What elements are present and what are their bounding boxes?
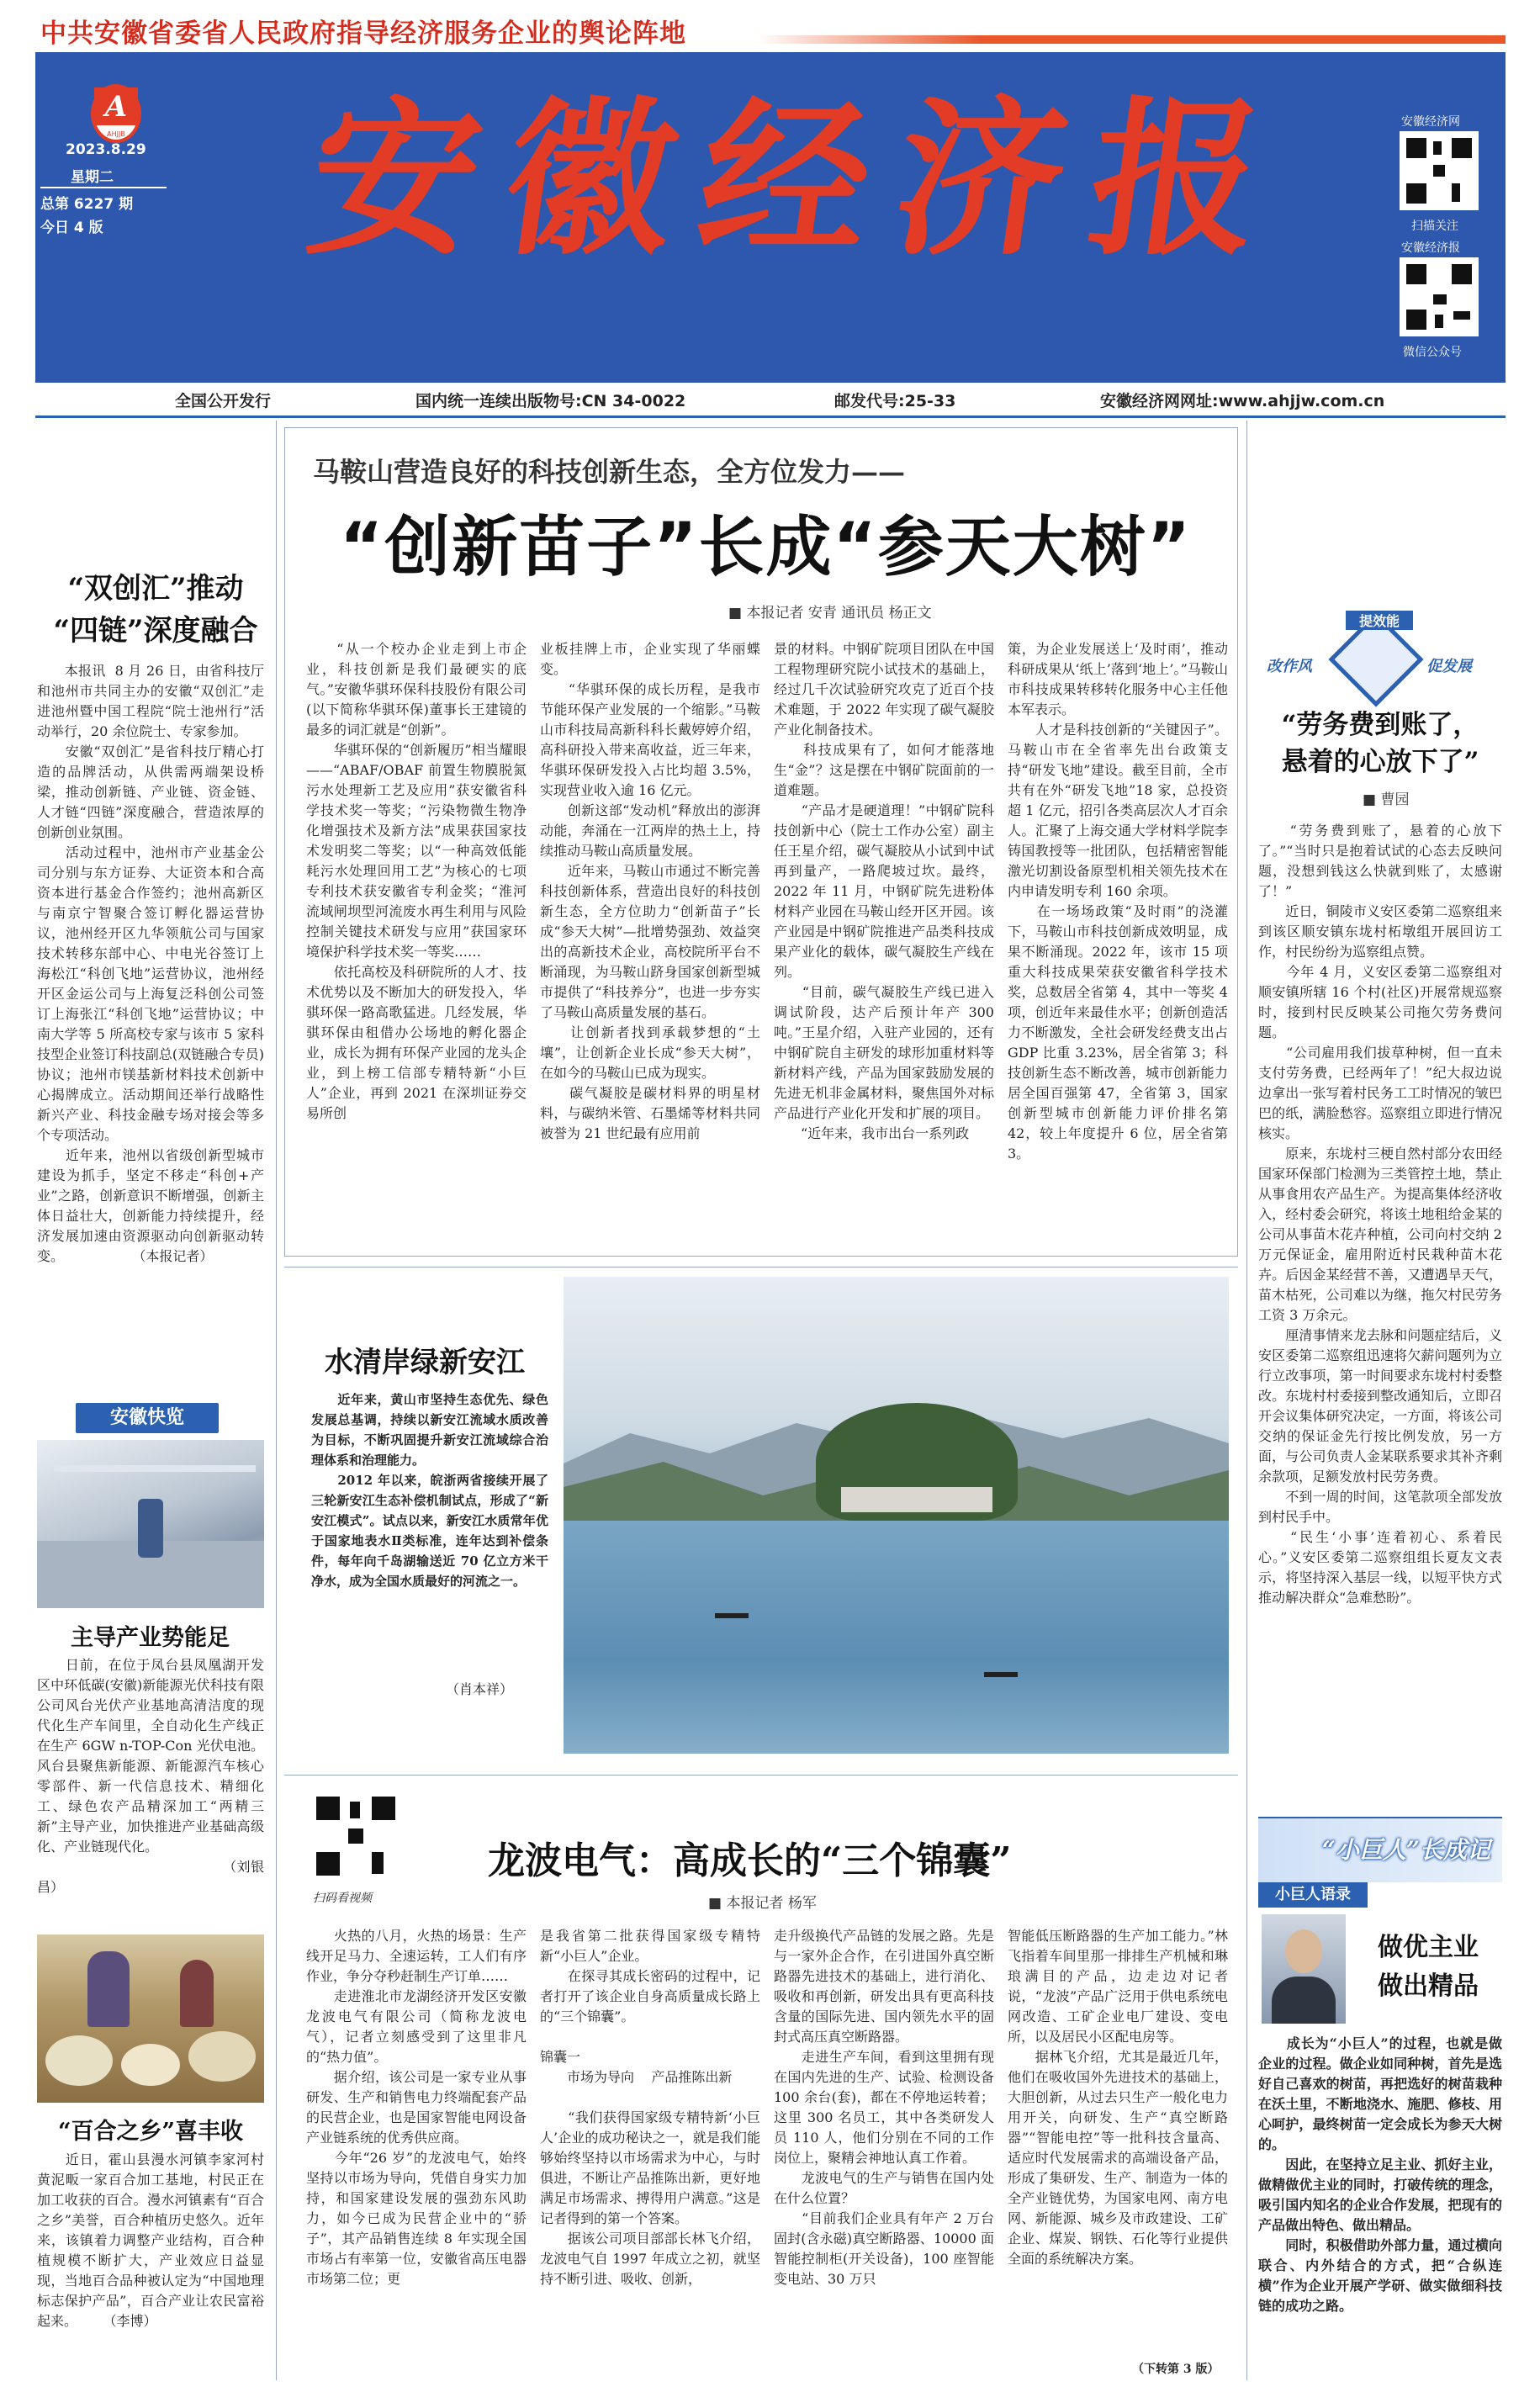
badge-top: 提效能	[1346, 611, 1413, 630]
qr2-title: 安徽经济报	[1401, 241, 1460, 255]
lead-col-1: “从一个校办企业走到上市企业，科技创新是我们最硬实的底气。”安徽华骐环保科技股份有限公司(以下简称华骐环保)董事长王建镜的最多的词汇就是“创新”。 华骐环保的“创新履历”相当耀眼——“ABAF/OBAF 前置生物膜脱氮污水处理新工艺及应用”获安徽省科学技术奖一等奖；“污染物微生物净化增强技术及新方法”成果获国家技术发明奖二等奖；以“一种高效低能耗污水处理回用工艺”为核心的七项专利技术获安徽省专利金奖；“淮河流域闸坝型河流废水再生利用与风险控制关键技术研发与应用”获国家环境保护科学技术奖一等奖…… 依托高校及科研院所的人才、技术优势以及不断加大的研发投入，华骐环保一路高歌猛进。几经发展，华骐环保由租借办公场地的孵化器企业，成长为拥有环保产业园的龙头企业，到上榜工信部专精特新“小巨人”企业，再到 2021 在深圳证券交易所创	[306, 641, 527, 1121]
slogan: 中共安徽省委省人民政府指导经济服务企业的舆论阵地	[40, 19, 686, 49]
distribution: 全国公开发行	[175, 392, 272, 410]
badge-graphic	[1258, 611, 1502, 695]
cn-number: 国内统一连续出版物号:CN 34-0022	[415, 392, 686, 410]
news1-title: 主导产业势能足	[71, 1625, 230, 1651]
qr2-caption: 微信公众号	[1403, 346, 1462, 359]
photo-xinanjiang	[564, 1277, 1229, 1754]
slogan-red-rule	[757, 35, 1506, 44]
info-rule	[35, 415, 1506, 418]
issue-number: 总第 6227 期	[40, 196, 134, 213]
bottom-col-4: 智能低压断路器的生产加工能力。”林飞指着车间里那一排排生产机械和琳琅满目的产品，边走边对记者说，“龙波”产品广泛用于供电系统电网改造、工矿企业电厂建设、变电所，以及居民小区配电房等。 据林飞介绍，尤其是最近几年，他们在吸收国外先进技术的基础上，大胆创新，从过去只生产一般化电力用开关，向研发、生产“真空断路器”“智能电控”等一批科技含量高、适应时代发展需求的高端设备产品，形成了集研发、生产、制造为一体的全产业链优势，为国家电网、南方电网、新能源、城乡及市政建设、工矿企业、煤炭、钢铁、石化等行业提供全面的系统解决方案。	[1008, 1928, 1228, 2267]
right-col-rule	[1246, 421, 1247, 2380]
right-headline-2: 悬着的心放下了”	[1281, 747, 1479, 777]
left-article-body: 本报讯 8 月 26 日，由省科技厅和池州市共同主办的安徽“双创汇”走进池州暨中国工程院“院士池州行”活动举行，20 余位院士、专家参加。 安徽“双创汇”是省科技厅精心打造的品牌活动，从供需两端架设桥梁，推动创新链、产业链、资金链、人才链“四链”深度融合，营造浓厚的创新创业氛围。 活动过程中，池州市产业基金公司分别与东方证券、大证资本和合高资本进行基金合作签约；池州高新区与南京宁智聚合签订孵化器运营协议，池州经开区九华领航公司与国家技术转移东部中心、中电光谷签订上海松江“科创飞地”运营协议，池州经开区金运公司与上海复泛科创公司签订上海张江“科创飞地”运营协议；中南大学等 5 所高校专家与该市 5 家科技型企业签订科技副总(双链融合专员)协议；池州市镁基新材料技术创新中心揭牌成立。活动期间还举行战略性新兴产业、科技金融专场对接会等多个专项活动。 近年来，池州以省级创新型城市建设为抓手，坚定不移走“科创+产业”之路，创新意识不断增强，创新主体日益壮大，创新能力持续提升，经济发展加速由资源驱动向创新驱动转变。 （本报记者）	[37, 663, 264, 1264]
bottom-col-3: 走升级换代产品链的发展之路。先是与一家外企合作，在引进国外真空断路器先进技术的基础上，进行消化、吸收和再创新，研发出具有更高科技含量的国际先进、国内领先水平的固封式高压真空断路器。 走进生产车间，看到这里拥有现在国内先进的生产、试验、检测设备 100 余台(套)，都在不停地运转着；这里 300 名员工，其中各类研发人员 110 人，他们分别在不同的工作岗位上，聚精会神地认真工作着。 龙波电气的生产与销售在国内处在什么位置？ “目前我们企业具有年产 2 万台固封(含永磁)真空断路器、10000 面智能控制柜(开关设备)，100 座智能变电站、30 万只	[774, 1928, 994, 2287]
left-headline-2: “四链”深度融合	[53, 614, 258, 648]
logo-text: AHJJB	[107, 130, 125, 138]
photo-solar-factory	[37, 1440, 264, 1608]
news2-body: 近日，霍山县漫水河镇李家河村黄泥畈一家百合加工基地，村民正在加工收获的百合。漫水河镇素有“百合之乡”美誉，百合种植历史悠久。近年来，该镇着力调整产业结构，百合种植规模不断扩大，产业效应日益显现，当地百合品种被认定为“中国地理标志保护产品”，百合产业让农民富裕起来。 （李博）	[37, 2151, 264, 2329]
lead-kicker: 马鞍山营造良好的科技创新生态，全方位发力——	[313, 456, 906, 488]
issue-pages: 今日 4 版	[40, 220, 103, 236]
news1-body: 日前，在位于凤台县凤凰湖开发区中环低碳(安徽)新能源光伏科技有限公司风台光伏产业基地高清洁度的现代化生产车间里，全自动化生产线正在生产 6GW n-TOP-Con 光伏电池。风台县聚焦新能源、新能源汽车核心零部件、新一代信息技术、精细化工、绿色农产品精深加工“两精三新”主导产业，加快推进产业基础高级化、产业链现代化。 （刘银昌）	[37, 1657, 264, 1895]
feature-title: 水清岸绿新安江	[325, 1346, 525, 1379]
continued-note[interactable]: （下转第 3 版）	[1132, 2363, 1220, 2376]
issue-weekday: 星期二	[71, 169, 114, 186]
little-giant-quote-tag: 小巨人语录	[1258, 1882, 1368, 1908]
lead-col-3: 景的材料。中钢矿院项目团队在中国工程物理研究院小试技术的基础上，经过几千次试验研究攻克了近百个技术难题，于 2022 年实现了碳气凝胶产业化制备技术。 科技成果有了，如何才能落地生“金”？这是摆在中钢矿院面前的一道难题。 “产品才是硬道理！”中钢矿院科技创新中心（院士工作办公室）副主任王星介绍，碳气凝胶从小试到中试再到量产，一路爬坡过坎。最终，2022 年 11 月，中钢矿院先进粉体材料产业园在马鞍山经开区开园。该产业园是中钢矿院推进产品类科技成果产业化的载体，碳气凝胶生产线在列。 “目前，碳气凝胶生产线已进入调试阶段，达产后预计年产 300 吨。”王星介绍，入驻产业园的，还有中钢矿院自主研发的球形加重材料等新材料产线，产品为国家鼓励发展的先进无机非金属材料，聚焦国外对标产品进行产业化开发和扩展的项目。 “近年来，我市出台一系列政	[774, 641, 994, 1141]
right-headline-1: “劳务费到账了，	[1281, 710, 1479, 740]
little-giant-title: “小巨人”长成记	[1321, 1836, 1490, 1864]
logo-icon: A AHJJB	[91, 84, 141, 143]
lead-byline: ■ 本报记者 安青 通讯员 杨正文	[728, 605, 932, 622]
portrait-photo	[1262, 1914, 1346, 2024]
website: 安徽经济网网址:www.ahjjw.com.cn	[1100, 392, 1385, 410]
bottom-headline: 龙波电气：高成长的“三个锦囊”	[488, 1839, 1012, 1882]
postal-code: 邮发代号:25-33	[834, 392, 956, 410]
qr-code-wechat[interactable]	[1400, 257, 1479, 336]
left-headline-1: “双创汇”推动	[67, 572, 244, 606]
lead-col-2: 业板挂牌上市，企业实现了华丽蝶变。 “华骐环保的成长历程，是我市节能环保产业发展的一个缩影。”马鞍山市科技局高新科科长戴婷婷介绍，高科研投入带来高收益，近三年来，华骐环保研发投入占比均超 3.5%，实现营业收入逾 16 亿元。 创新这部“发动机”释放出的澎湃动能，奔涌在一江两岸的热土上，持续推动马鞍山高质量发展。 近年来，马鞍山市通过不断完善科技创新体系，营造出良好的科技创新生态，全方位助力“创新苗子”长成“参天大树”—批增势强劲、效益突出的高新技术企业，高校院所平台不断涌现，为马鞍山跻身国家创新型城市提供了“科技养分”，也进一步夯实了马鞍山高质量发展的基石。 让创新者找到承载梦想的“土壤”，让创新企业长成“参天大树”，在如今的马鞍山已成为现实。 碳气凝胶是碳材料界的明星材料，与碳纳米管、石墨烯等材料共同被誉为 21 世纪最有应用前	[540, 641, 760, 1141]
lead-col-4: 策，为企业发展送上‘及时雨’，推动科研成果从‘纸上’落到‘地上’。”马鞍山市科技成果转移转化服务中心主任他本军表示。 人才是科技创新的“关键因子”。马鞍山市在全省率先出台政策支持“研发飞地”建设。截至目前，全市共有在外“研发飞地”18 家，总投资超 1 亿元，招引各类高层次人才百余人。汇聚了上海交通大学材料学院李铸国教授等一批团队，包括精密智能激光切割设备原型机相关领先技术在内申请发明专利 160 余项。 在一场场政策“及时雨”的浇灌下，马鞍山市科技创新成效明显，成果不断涌现。2022 年，该市 15 项重大科技成果荣获安徽省科学技术奖，总数居全省第 4，其中一等奖 4 项，创近年来最佳水平；创新创造活力不断激发，全社会研发经费支出占 GDP 比重 3.23%，居全省第 3；科技创新生态不断改善，城市创新能力居全国百强第 47，全省第 3，国家创新型城市创新能力评价排名第 42，较上年度提升 6 位，居全省第 3。	[1008, 641, 1228, 1162]
quote-title-1: 做优主业	[1378, 1933, 1479, 1962]
left-col-rule	[276, 421, 277, 2380]
photo-lily-harvest	[37, 1934, 264, 2103]
qr1-caption: 扫描关注	[1411, 220, 1458, 233]
badge-left: 改作风	[1267, 658, 1312, 675]
badge-right: 促发展	[1426, 658, 1472, 675]
section-tag-anhui-news[interactable]: 安徽快览	[76, 1403, 219, 1433]
bottom-col-1: 火热的八月，火热的场景：生产线开足马力、全速运转，工人们有序作业，争分夺秒赶制生产订单…… 走进淮北市龙湖经济开发区安徽龙波电气有限公司（简称龙波电气），记者立刻感受到了这里非凡的“热力值”。 据介绍，该公司是一家专业从事研发、生产和销售电力终端配套产品的民营企业，也是国家智能电网设备产业链系统的优秀供应商。 今年“26 岁”的龙波电气，始终坚持以市场为导向，凭借自身实力加持，和国家建设发展的强劲东风助力，如今已成为民营企业中的“骄子”，其产品销售连续 8 年实现全国市场占有率第一位，安徽省高压电器市场第二位；更	[306, 1928, 527, 2287]
qr1-title: 安徽经济网	[1401, 115, 1460, 129]
issue-date: 2023.8.29	[66, 141, 146, 158]
bottom-col-2: 是我省第二批获得国家级专精特新“小巨人”企业。 在探寻其成长密码的过程中，记者打开了该企业自身高质量成长路上的“三个锦囊”。 锦囊一 市场为导向 产品推陈出新 “我们获得国家级专精特新‘小巨人’企业的成功秘诀之一，就是我们能够始终坚持以市场需求为中心，与时俱进，不断让产品推陈出新，更好地满足市场需求、搏得用户满意。”这是记者得到的第一个答案。 据该公司项目部部长林飞介绍，龙波电气自 1997 年成立之初，就坚持不断引进、吸收、创新，	[540, 1928, 760, 2287]
quote-body: 成长为“小巨人”的过程，也就是做企业的过程。做企业如同种树，首先是选好自己喜欢的树苗，再把选好的树苗栽种在沃土里，不断地浇水、施肥、修枝、用心呵护，最终树苗一定会成长为参天大树的。 因此，在坚持立足主业、抓好主业，做精做优主业的同时，打破传统的理念，吸引国内知名的企业合作发展，把现有的产品做出特色、做出精品。 同时，积极借助外部力量，通过横向联合、内外结合的方式，把“合纵连横”作为企业开展产学研、做实做细科技链的成功之路。	[1258, 2035, 1502, 2314]
masthead-title: 安徽经济报	[297, 81, 1301, 278]
little-giant-banner	[1258, 1817, 1502, 1882]
lead-headline: “创新苗子”长成“参天大树”	[340, 510, 1193, 585]
quote-title-2: 做出精品	[1378, 1971, 1479, 2001]
qr-code-video[interactable]	[310, 1790, 402, 1882]
qr-video-caption: 扫码看视频	[313, 1892, 372, 1905]
feature-top-rule	[284, 1267, 1238, 1268]
bottom-byline: ■ 本报记者 杨军	[708, 1895, 817, 1912]
right-byline: ■ 曹园	[1363, 791, 1410, 808]
issue-divider	[40, 187, 167, 188]
right-article-body: “劳务费到账了，悬着的心放下了。”“当时只是抱着试试的心态去反映问题，没想到钱这么快就到账了，太感谢了！” 近日，铜陵市义安区委第二巡察组来到该区顺安镇东垅村柘墩组开展回访工作，村民纷纷为巡察组点赞。 今年 4 月，义安区委第二巡察组对顺安镇所辖 16 个村(社区)开展常规巡察时，接到村民反映某公司拖欠劳务费问题。 “公司雇用我们拔草种树，但一直未支付劳务费，已经两年了！”纪大叔边说边拿出一张写着村民务工工时情况的皱巴巴的纸，满脸愁容。巡察组立即进行情况核实。 原来，东垅村三梗自然村部分农田经国家环保部门检测为三类管控土地，禁止从事食用农产品生产。为提高集体经济收入，经村委会研究，将该土地租给金某的公司从事苗木花卉种植，公司向村交纳 2 万元保证金，雇用附近村民栽种苗木花卉。后因金某经营不善，又遭遇旱天气，苗木枯死，公司难以为继，拖欠村民劳务工资 3 万余元。 厘清事情来龙去脉和问题症结后，义安区委第二巡察组迅速将欠薪问题列为立行立改事项，第一时间要求东垅村村委整改。东垅村村委接到整改通知后，立即召开会议集体研究决定，一方面，将该公司交纳的保证金先行按比例发放，另一方面，与公司负责人金某联系要求其补齐剩余款项，足额发放村民劳务费。 不到一周的时间，这笔款项全部发放到村民手中。 “民生‘小事’连着初心、系着民心。”义安区委第二巡察组组长夏友文表示，将坚持深入基层一线，以短平快方式推动解决群众“急难愁盼”。	[1258, 823, 1502, 1606]
bottom-top-rule	[284, 1775, 1238, 1776]
feature-credit: （肖本祥）	[446, 1681, 514, 1697]
news2-title: “百合之乡”喜丰收	[57, 2119, 244, 2145]
feature-body: 近年来，黄山市坚持生态优先、绿色发展总基调，持续以新安江流域水质改善为目标，不断巩固提升新安江流域综合治理体系和治理能力。 2012 年以来，皖浙两省接续开展了三轮新安江生态补偿机制试点，形成了“新安江模式”。试点以来，新安江水质常年优于国家地表水Ⅱ类标准，连年达到补偿条件，每年向千岛湖输送近 70 亿立方米干净水，成为全国水质最好的河流之一。	[311, 1392, 548, 1589]
qr-code-website[interactable]	[1400, 131, 1479, 210]
